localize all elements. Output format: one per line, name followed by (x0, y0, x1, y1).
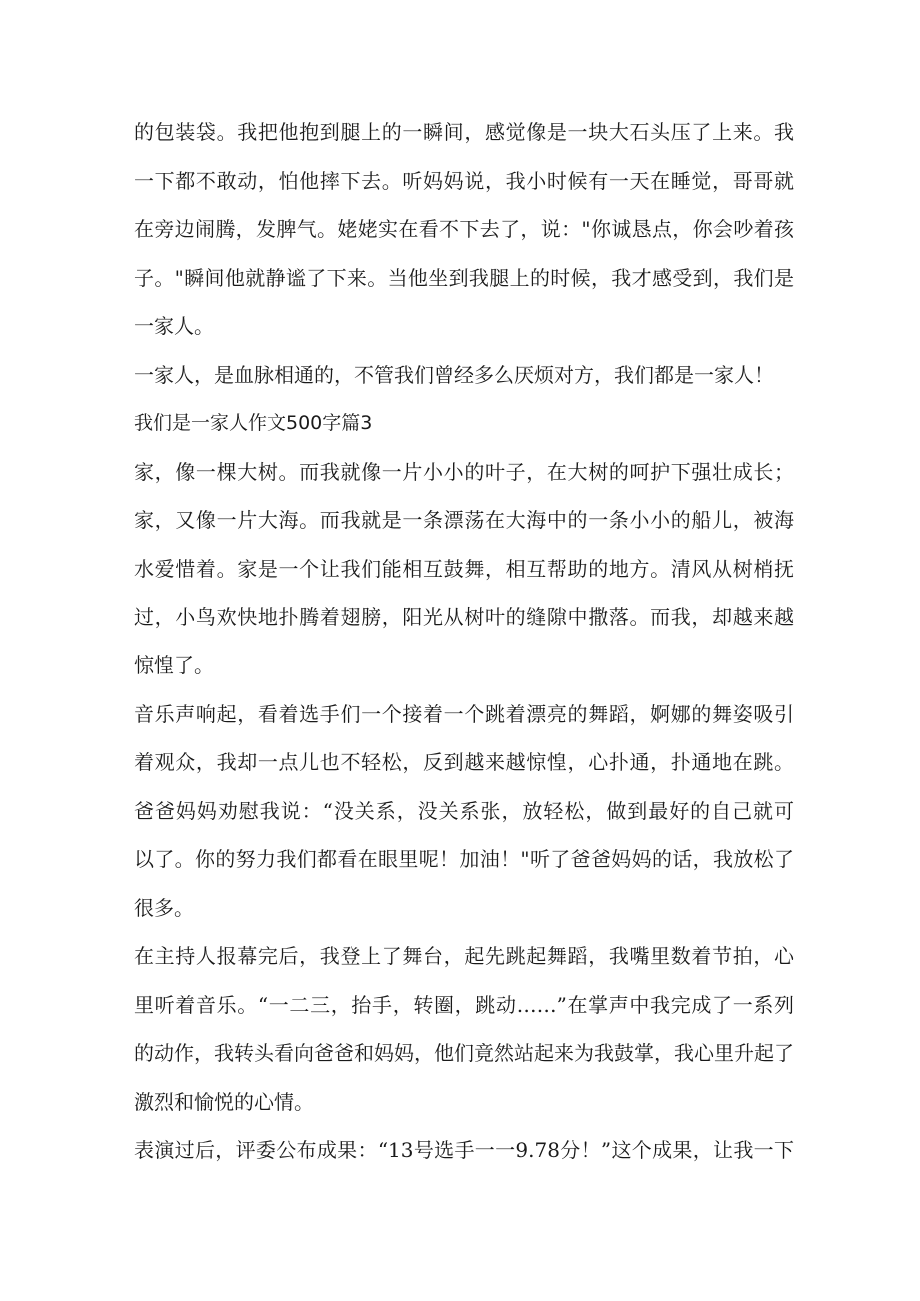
paragraph-line: 过，小鸟欢快地扑腾着翅膀，阳光从树叶的缝隙中撒落。而我，却越来越 (134, 605, 794, 629)
paragraph-line: 表演过后，评委公布成果：“13号选手一一9.78分！”这个成果，让我一下 (134, 1138, 794, 1162)
paragraph-line: 家，像一棵大树。而我就像一片小小的叶子，在大树的呵护下强壮成长； (134, 460, 794, 484)
section-heading: 我们是一家人作文500字篇3 (134, 412, 373, 434)
paragraph-line: 在主持人报幕完后，我登上了舞台，起先跳起舞蹈，我嘴里数着节拍，心 (134, 944, 794, 968)
paragraph-line: 一下都不敢动，怕他摔下去。听妈妈说，我小时候有一天在睡觉，哥哥就 (134, 169, 794, 193)
paragraph-line: 音乐声响起，看着选手们一个接着一个跳着漂亮的舞蹈，婀娜的舞姿吸引 (134, 702, 794, 726)
paragraph-line: 很多。 (134, 896, 194, 920)
paragraph-line: 着观众，我却一点儿也不轻松，反到越来越惊惶，心扑通，扑通地在跳。 (134, 750, 794, 774)
paragraph-line: 水爱惜着。家是一个让我们能相互鼓舞，相互帮助的地方。清风从树梢抚 (134, 557, 794, 581)
paragraph-line: 里听着音乐。“一二三，抬手，转圈，跳动……”在掌声中我完成了一系列 (134, 993, 794, 1017)
paragraph-line: 惊惶了。 (134, 653, 214, 677)
paragraph-line: 的动作，我转头看向爸爸和妈妈，他们竟然站起来为我鼓掌，我心里升起了 (134, 1041, 794, 1065)
paragraph-line: 一家人。 (134, 314, 214, 338)
paragraph-line: 爸爸妈妈劝慰我说：“没关系，没关系张，放轻松，做到最好的自己就可 (134, 799, 794, 823)
paragraph-line: 激烈和愉悦的心情。 (134, 1090, 314, 1114)
paragraph-line: 一家人，是血脉相通的，不管我们曾经多么厌烦对方，我们都是一家人！ (134, 363, 774, 387)
paragraph-line: 子。"瞬间他就静谧了下来。当他坐到我腿上的时候，我才感受到，我们是 (134, 266, 794, 290)
paragraph-line: 家，又像一片大海。而我就是一条漂荡在大海中的一条小小的船儿，被海 (134, 508, 794, 532)
paragraph-line: 在旁边闹腾，发脾气。姥姥实在看不下去了，说："你诚恳点，你会吵着孩 (134, 217, 794, 241)
paragraph-line: 以了。你的努力我们都看在眼里呢！加油！"听了爸爸妈妈的话，我放松了 (134, 847, 794, 871)
paragraph-line: 的包装袋。我把他抱到腿上的一瞬间，感觉像是一块大石头压了上来。我 (134, 120, 794, 144)
